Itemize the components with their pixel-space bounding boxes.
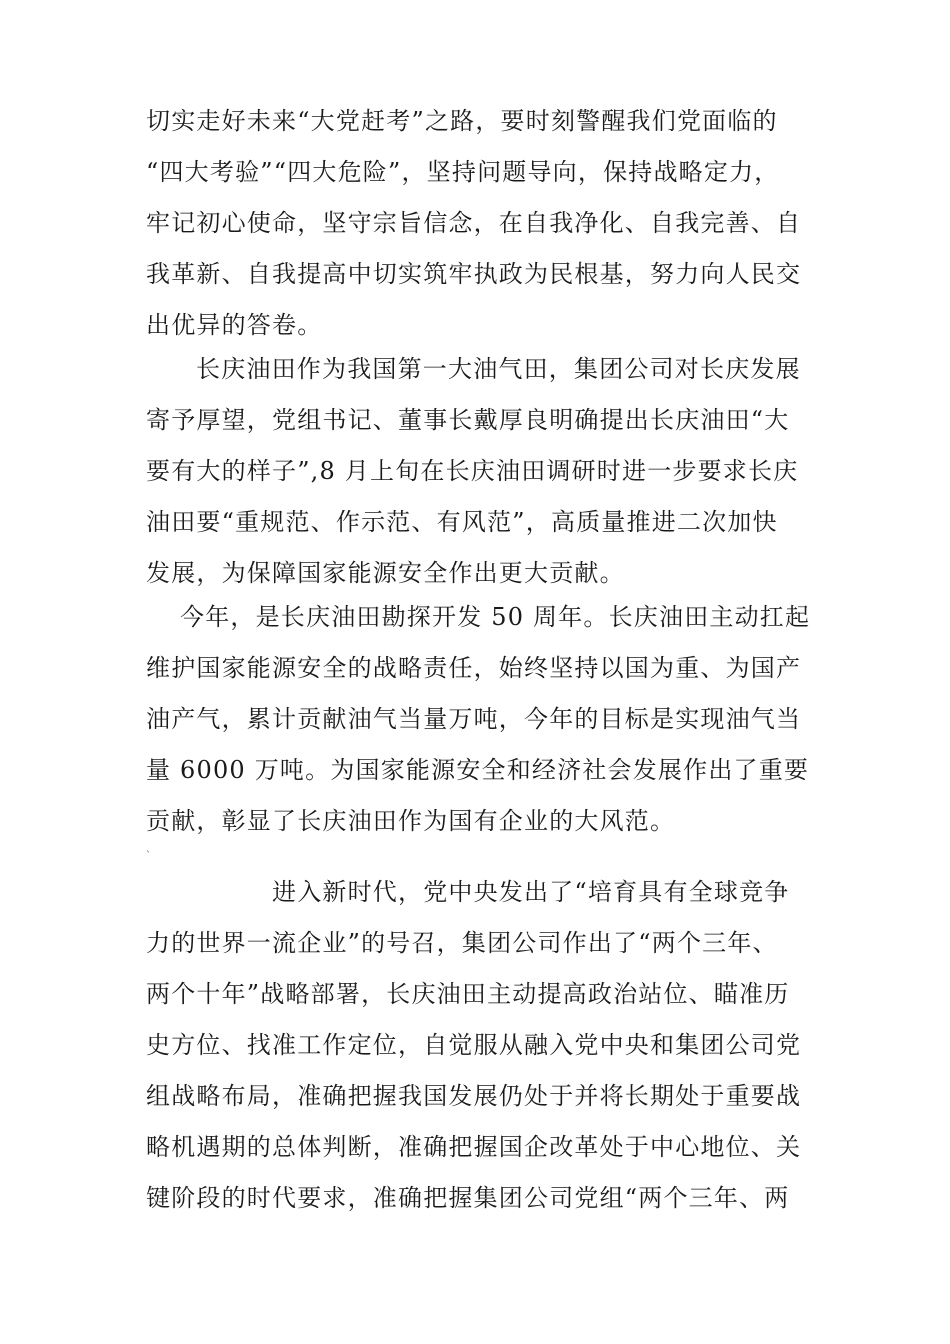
text-line: 出优异的答卷。 xyxy=(146,311,323,339)
text-line: 寄予厚望，党组书记、董事长戴厚良明确提出长庆油田“大 xyxy=(146,406,790,434)
text-line: 牢记初心使命，坚守宗旨信念，在自我净化、自我完善、自 xyxy=(146,209,802,237)
text-line: 油产气，累计贡献油气当量万吨，今年的目标是实现油气当 xyxy=(146,705,802,733)
text-line: 维护国家能源安全的战略责任，始终坚持以国为重、为国产 xyxy=(146,654,802,682)
text-line: 我革新、自我提高中切实筑牢执政为民根基，努力向人民交 xyxy=(146,260,802,288)
text-line: 史方位、找准工作定位，自觉服从融入党中央和集团公司党 xyxy=(146,1031,802,1059)
text-line: 要有大的样子”,8 月上旬在长庆油田调研时进一步要求长庆 xyxy=(146,457,799,485)
stray-mark: ` xyxy=(146,851,151,862)
text-line: 油田要“重规范、作示范、有风范”，高质量推进二次加快 xyxy=(146,508,778,536)
text-line: 进入新时代，党中央发出了“培育具有全球竞争 xyxy=(272,878,790,906)
text-line: 切实走好未来“大党赶考”之路，要时刻警醒我们党面临的 xyxy=(146,107,778,135)
text-line: 两个十年”战略部署，长庆油田主动提高政治站位、瞄准历 xyxy=(146,980,790,1008)
text-line: 发展，为保障国家能源安全作出更大贡献。 xyxy=(146,559,625,587)
text-line: 略机遇期的总体判断，准确把握国企改革处于中心地位、关 xyxy=(146,1133,802,1161)
text-line: 长庆油田作为我国第一大油气田，集团公司对长庆发展 xyxy=(196,355,801,383)
text-line: 键阶段的时代要求，准确把握集团公司党组“两个三年、两 xyxy=(146,1184,790,1212)
text-line: “四大考验”“四大危险”，坚持问题导向，保持战略定力， xyxy=(146,158,780,186)
text-line: 今年，是长庆油田勘探开发 50 周年。长庆油田主动扛起 xyxy=(180,603,811,631)
text-line: 贡献，彰显了长庆油田作为国有企业的大风范。 xyxy=(146,807,676,835)
text-line: 组战略布局，准确把握我国发展仍处于并将长期处于重要战 xyxy=(146,1082,802,1110)
text-line: 力的世界一流企业”的号召，集团公司作出了“两个三年、 xyxy=(146,929,778,957)
text-line: 量 6000 万吨。为国家能源安全和经济社会发展作出了重要 xyxy=(146,756,810,784)
